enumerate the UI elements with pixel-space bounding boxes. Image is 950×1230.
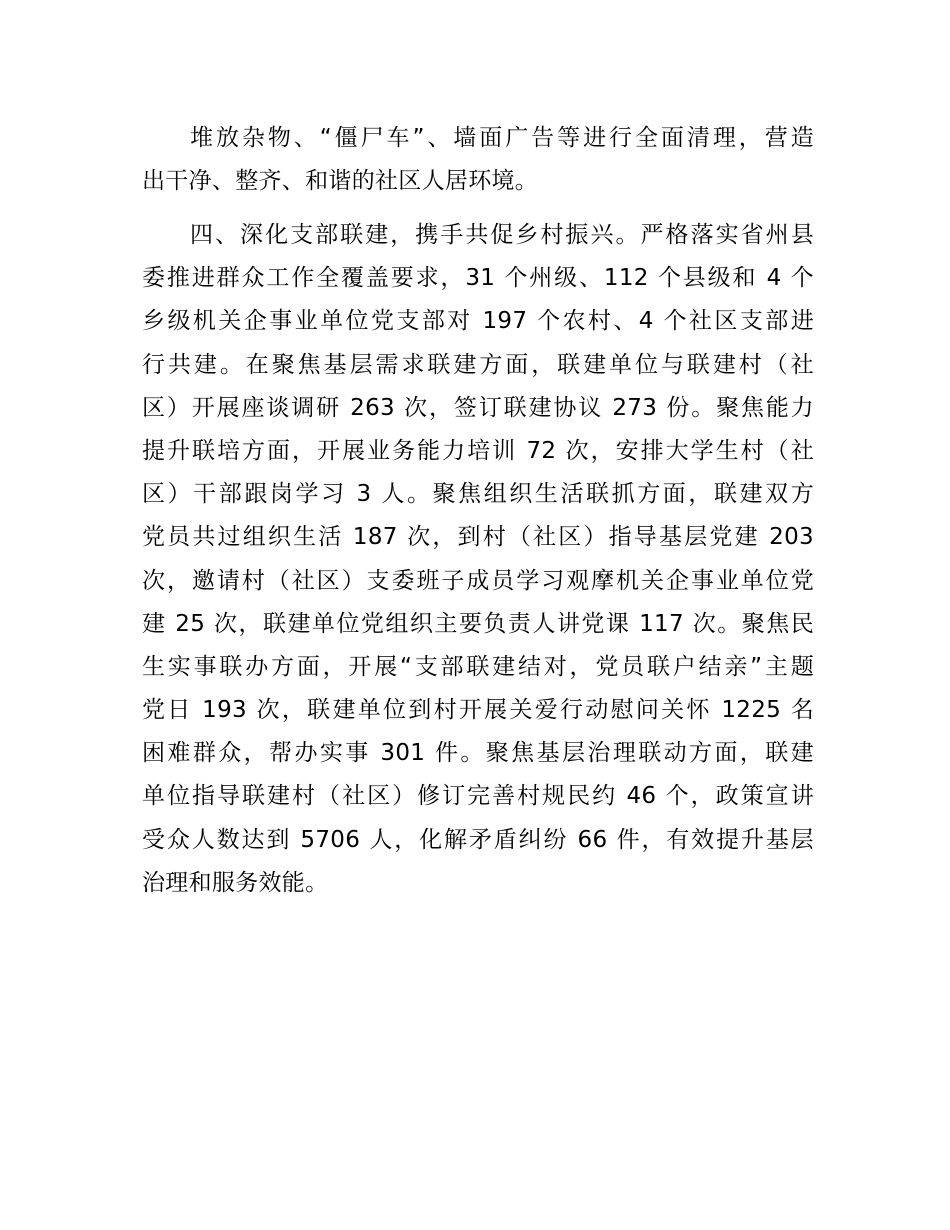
paragraph-branch-joint-building [142,214,814,905]
text-line: 行共建。在聚焦基层需求联建方面，联建单位与联建村（社 [142,351,814,378]
text-line: 困难群众，帮办实事 301 件。聚焦基层治理联动方面，联建 [142,740,814,767]
text-line: 单位指导联建村（社区）修订完善村规民约 46 个，政策宣讲 [142,783,814,810]
text-line: 出干净、整齐、和谐的社区人居环境。 [142,168,539,195]
text-line: 区）干部跟岗学习 3 人。聚焦组织生活联抓方面，联建双方 [142,481,814,508]
text-line: 党员共过组织生活 187 次，到村（社区）指导基层党建 203 [142,524,814,551]
text-line: 堆放杂物、“僵尸车”、墙面广告等进行全面清理，营造 [190,125,814,151]
paragraph-cleanup [142,117,814,203]
text-line: 区）开展座谈调研 263 次，签订联建协议 273 份。聚焦能力 [142,394,814,421]
text-line: 乡级机关企事业单位党支部对 197 个农村、4 个社区支部进 [142,308,814,335]
text-line: 生实事联办方面，开展“支部联建结对，党员联户结亲”主题 [142,653,814,680]
text-line: 党日 193 次，联建单位到村开展关爱行动慰问关怀 1225 名 [142,697,814,724]
text-line: 次，邀请村（社区）支委班子成员学习观摩机关企事业单位党 [142,567,814,594]
text-line: 受众人数达到 5706 人，化解矛盾纠纷 66 件，有效提升基层 [142,826,814,853]
text-line: 四、深化支部联建，携手共促乡村振兴。严格落实省州县 [190,222,814,248]
text-line: 提升联培方面，开展业务能力培训 72 次，安排大学生村（社 [142,437,814,464]
text-line: 建 25 次，联建单位党组织主要负责人讲党课 117 次。聚焦民 [142,610,814,637]
text-line: 治理和服务效能。 [142,869,329,896]
text-line: 委推进群众工作全覆盖要求，31 个州级、112 个县级和 4 个 [142,265,814,292]
